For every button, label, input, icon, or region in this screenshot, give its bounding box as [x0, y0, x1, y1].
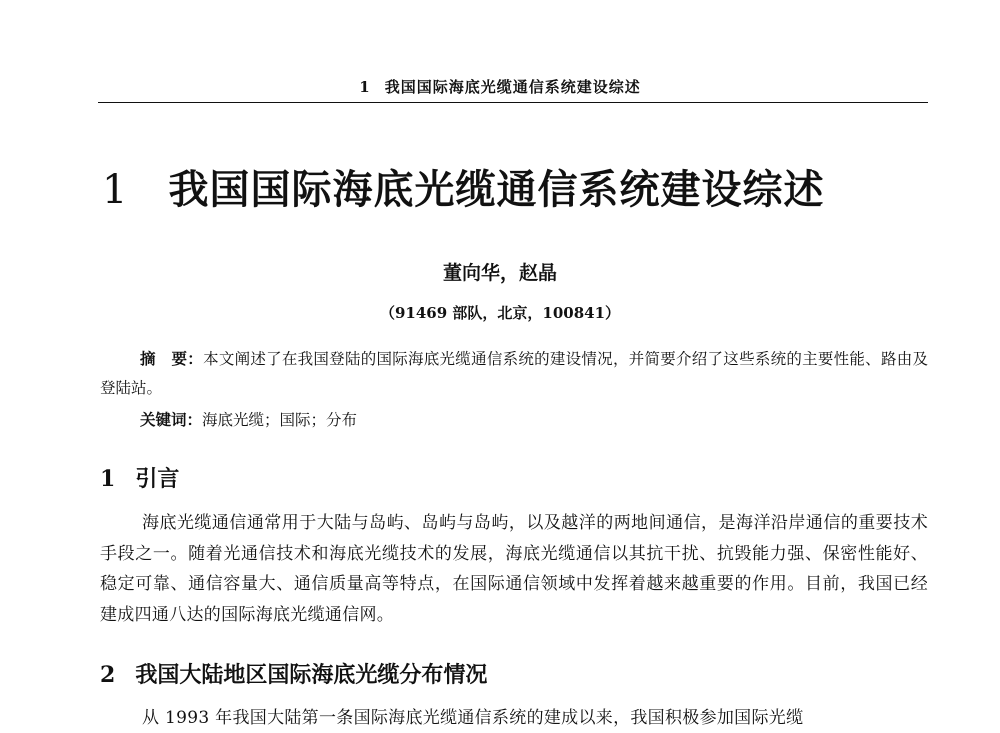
abstract-text: 本文阐述了在我国登陆的国际海底光缆通信系统的建设情况，并简要介绍了这些系统的主要性能、路由及登陆站。 — [100, 350, 928, 397]
title-text: 我国国际海底光缆通信系统建设综述 — [168, 166, 825, 213]
keywords — [100, 405, 928, 435]
keywords-text: 海底光缆；国际；分布 — [202, 411, 358, 429]
section-body-distribution: 从 1993 年我国大陆第一条国际海底光缆通信系统的建成以来，我国积极参加国际光缆 — [142, 708, 804, 728]
section-title: 引言 — [135, 467, 180, 492]
section-title: 我国大陆地区国际海底光缆分布情况 — [135, 663, 488, 688]
abstract — [100, 344, 928, 403]
affiliation: （91469 部队，北京，100841） — [379, 304, 621, 322]
section-number: 2 — [100, 662, 116, 688]
authors: 董向华，赵晶 — [442, 262, 557, 284]
running-header-title: 我国国际海底光缆通信系统建设综述 — [384, 78, 641, 96]
section-heading-distribution — [100, 658, 487, 689]
abstract-label: 摘 要： — [140, 349, 204, 368]
section-body-intro: 海底光缆通信通常用于大陆与岛屿、岛屿与岛屿，以及越洋的两地间通信，是海洋沿岸通信的重要技术手段之一。随着光通信技术和海底光缆技术的发展，海底光缆通信以其抗干扰、抗毁能力强、保密性能好、稳定可靠、通信容量大、通信质量高等特点，在国际通信领域中发挥着越来越重要的作用。目前，我国已经建成四通八达的国际海底光缆通信网。 — [100, 513, 928, 625]
title-number: 1 — [102, 167, 129, 213]
section-heading-intro — [100, 462, 179, 493]
keywords-label: 关键词： — [140, 410, 203, 429]
header-rule — [98, 102, 928, 103]
section-number: 1 — [100, 466, 116, 492]
running-header-number: 1 — [359, 78, 371, 96]
page-title — [102, 158, 824, 215]
running-header — [0, 76, 1000, 97]
